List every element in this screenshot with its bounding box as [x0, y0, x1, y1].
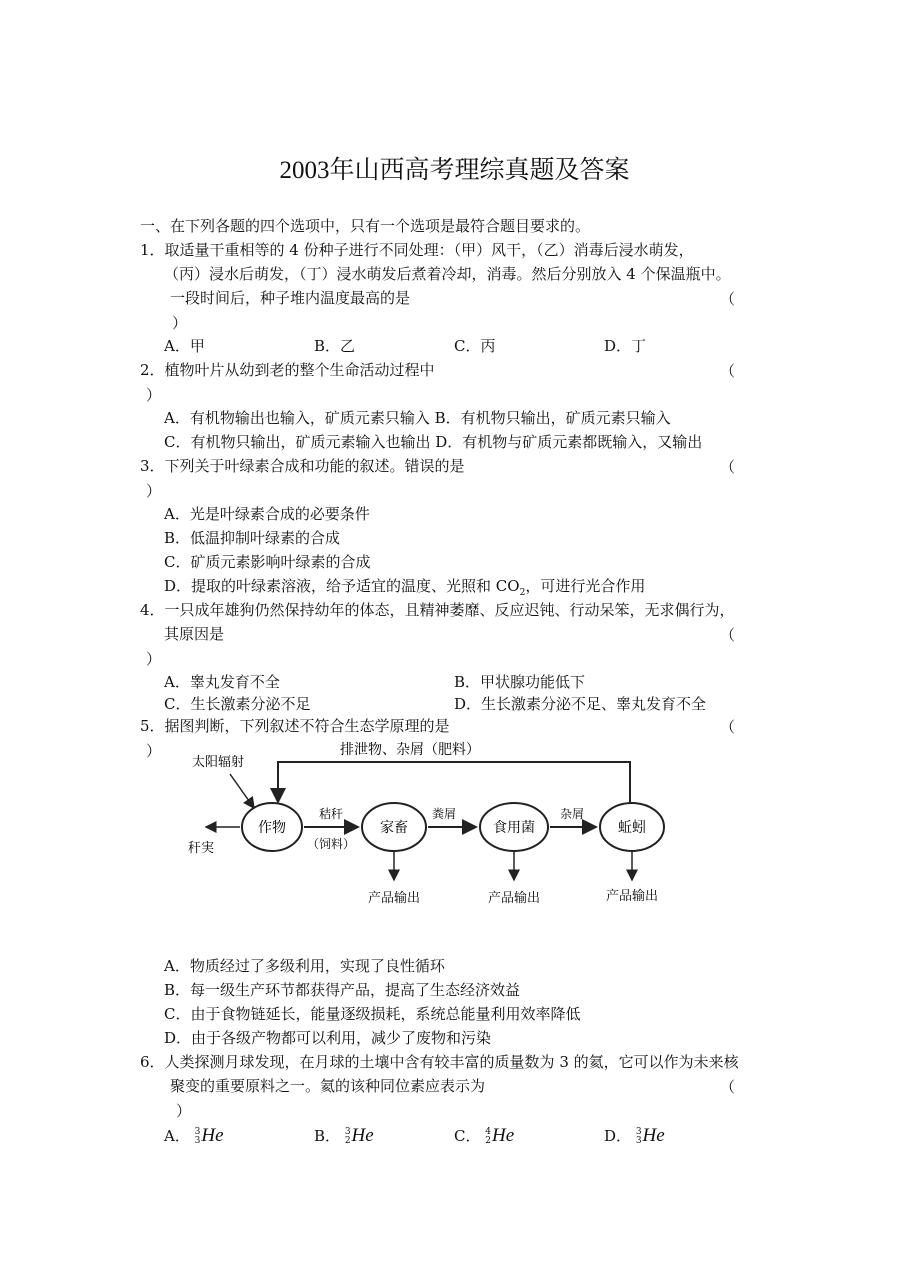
q5-option-d: D．由于各级产物都可以利用，减少了废物和污染	[164, 1029, 492, 1047]
q3-option-d-tail: ，可进行光合作用	[525, 577, 646, 595]
node-mushroom-label: 食用菌	[493, 820, 535, 836]
mass-number: 3	[635, 1127, 642, 1137]
q1-answer-paren-close: ）	[172, 314, 188, 332]
q2-options-ab: A．有机物输出也输入，矿质元素只输入 B．有机物只输出，矿质元素只输入	[164, 409, 671, 427]
q3-answer-paren-open: （	[720, 458, 736, 476]
atomic-number: 2	[344, 1136, 351, 1146]
atomic-number: 3	[635, 1136, 642, 1146]
atomic-number: 3	[194, 1136, 201, 1146]
q6-option-a	[164, 1126, 224, 1146]
node-crop-label: 作物	[258, 820, 286, 836]
q2-answer-paren-open: （	[720, 362, 736, 380]
edge-feed-label-top: 秸秆	[318, 807, 344, 821]
q3-option-d-text: D．提取的叶绿素溶液，给予适宜的温度、光照和 CO	[164, 577, 520, 595]
q4-option-c: C．生长激素分泌不足	[164, 695, 311, 713]
q6-option-a-nuclide-numbers	[195, 1128, 201, 1146]
q6-option-c-label: C．	[454, 1127, 481, 1145]
q1-stem-line3: 一段时间后，种子堆内温度最高的是	[170, 289, 411, 307]
q6-option-d-label: D．	[604, 1127, 632, 1145]
section-instruction: 一、在下列各题的四个选项中，只有一个选项是最符合题目要求的。	[140, 217, 591, 235]
q4-stem-line2: 其原因是	[164, 625, 225, 643]
q6-option-c	[454, 1126, 514, 1146]
q6-option-a-label: A．	[164, 1127, 190, 1145]
mass-number: 3	[194, 1127, 201, 1137]
q1-option-d: D．丁	[604, 337, 647, 355]
q3-option-a: A．光是叶绿素合成的必要条件	[164, 505, 370, 523]
q3-stem: 3．下列关于叶绿素合成和功能的叙述。错误的是	[140, 457, 465, 475]
mass-number: 4	[485, 1127, 491, 1137]
q3-option-d	[164, 576, 645, 603]
sun-label: 太阳辐射	[192, 755, 245, 770]
node-livestock-label: 家畜	[380, 820, 408, 836]
output-label-earthworm: 产品输出	[605, 889, 659, 904]
q1-stem-line2: （丙）浸水后萌发，（丁）浸水萌发后煮着冷却，消毒。然后分别放入 4 个保温瓶中。	[164, 265, 731, 283]
q1-option-c: C．丙	[454, 337, 496, 355]
q5-stem: 5．据图判断，下列叙述不符合生态学原理的是	[140, 717, 450, 735]
q3-option-d-subscript: 2	[519, 588, 526, 598]
q5-answer-paren-close: ）	[146, 742, 162, 760]
q4-option-a: A．睾丸发育不全	[164, 673, 280, 691]
q1-stem-line1: 1．取适量干重相等的 4 份种子进行不同处理：（甲）风干，（乙）消毒后浸水萌发，	[140, 241, 694, 259]
q4-answer-paren-close: ）	[146, 650, 162, 668]
q6-option-d-symbol: He	[642, 1125, 665, 1146]
q4-answer-paren-open: （	[720, 626, 736, 644]
q6-option-b	[314, 1126, 374, 1146]
q5-option-c: C．由于食物链延长，能量逐级损耗，系统总能量利用效率降低	[164, 1005, 581, 1023]
q5-answer-paren-open: （	[720, 718, 736, 736]
q5-option-b: B．每一级生产环节都获得产品，提高了生态经济效益	[164, 981, 521, 999]
edge-residue-label: 杂屑	[559, 807, 585, 821]
mass-number: 3	[344, 1127, 351, 1137]
q1-option-b: B．乙	[314, 337, 356, 355]
output-label-mushroom: 产品输出	[487, 891, 541, 906]
q6-option-b-label: B．	[314, 1127, 341, 1145]
q6-answer-paren-close: ）	[176, 1102, 192, 1120]
q3-answer-paren-close: ）	[146, 482, 162, 500]
q5-option-a: A．物质经过了多级利用，实现了良性循环	[164, 957, 445, 975]
q6-option-c-symbol: He	[492, 1125, 515, 1146]
q6-stem-line1: 6．人类探测月球发现，在月球的土壤中含有较丰富的质量数为 3 的氦，它可以作为未来核	[140, 1053, 739, 1071]
q4-option-d: D．生长激素分泌不足、睾丸发育不全	[454, 695, 707, 713]
edge-manure-label: 粪屑	[431, 807, 457, 821]
q2-answer-paren-close: ）	[146, 386, 162, 404]
output-label-livestock: 产品输出	[367, 891, 421, 906]
q6-answer-paren-open: （	[720, 1078, 736, 1096]
q6-option-b-symbol: He	[351, 1125, 374, 1146]
sun-arrow	[230, 774, 254, 808]
node-earthworm-label: 蚯蚓	[618, 820, 646, 836]
straw-label: 秆実	[188, 841, 215, 856]
q6-option-d	[604, 1126, 665, 1146]
q3-option-c: C．矿质元素影响叶绿素的合成	[164, 553, 371, 571]
atomic-number: 2	[485, 1136, 491, 1146]
q1-answer-paren-open: （	[720, 290, 736, 308]
feedback-label: 排泄物、杂屑（肥料）	[340, 742, 480, 758]
q6-option-a-symbol: He	[201, 1125, 224, 1146]
q2-options-cd: C．有机物只输出，矿质元素输入也输出 D．有机物与矿质元素都既输入，又输出	[164, 433, 703, 451]
edge-feed-label-bottom: （饲料）	[306, 837, 356, 851]
q4-option-b: B．甲状腺功能低下	[454, 673, 586, 691]
q6-option-d-nuclide-numbers	[636, 1128, 642, 1146]
q6-option-b-nuclide-numbers	[345, 1128, 351, 1146]
q6-option-c-nuclide-numbers	[485, 1128, 491, 1146]
ecosystem-flow-diagram	[180, 734, 700, 914]
q4-stem-line1: 4．一只成年雄狗仍然保持幼年的体态，且精神萎靡、反应迟钝、行动呆笨，无求偶行为，	[140, 601, 735, 619]
page-title: 2003年山西高考理综真题及答案	[279, 157, 630, 184]
q1-option-a: A．甲	[164, 337, 205, 355]
q3-option-b: B．低温抑制叶绿素的合成	[164, 529, 341, 547]
q6-stem-line2: 聚变的重要原料之一。氦的该种同位素应表示为	[170, 1077, 486, 1095]
q2-stem: 2．植物叶片从幼到老的整个生命活动过程中	[140, 361, 435, 379]
